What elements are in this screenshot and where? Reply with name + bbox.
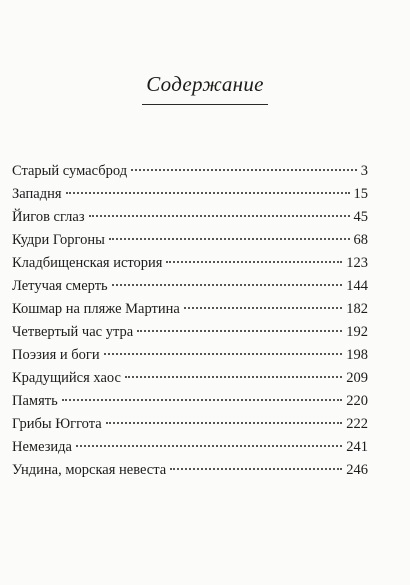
dot-leader <box>106 422 343 424</box>
toc-entry-page: 123 <box>346 255 368 271</box>
toc-entry-page: 68 <box>353 232 368 248</box>
toc-entry <box>12 252 368 275</box>
toc-entry <box>12 160 368 183</box>
toc-entry-page: 45 <box>353 209 368 225</box>
toc-entry-page: 192 <box>346 324 368 340</box>
toc-entry-page: 182 <box>346 301 368 317</box>
toc-entry-page: 241 <box>346 439 368 455</box>
dot-leader <box>125 376 342 378</box>
dot-leader <box>104 353 343 355</box>
toc-entry-page: 144 <box>346 278 368 294</box>
dot-leader <box>131 169 357 171</box>
toc-entry-title: Немезида <box>12 439 72 455</box>
toc-entry <box>12 436 368 459</box>
toc-entry <box>12 344 368 367</box>
toc-entry <box>12 413 368 436</box>
toc-entry <box>12 321 368 344</box>
toc-entry <box>12 298 368 321</box>
dot-leader <box>66 192 350 194</box>
toc-entry <box>12 390 368 413</box>
toc-entry-title: Четвертый час утра <box>12 324 134 340</box>
toc-entry-title: Грибы Юггота <box>12 416 102 432</box>
dot-leader <box>166 261 342 263</box>
dot-leader <box>184 307 342 309</box>
toc-entry-page: 3 <box>360 163 368 179</box>
toc-entry <box>12 275 368 298</box>
toc-entry-title: Ундина, морская невеста <box>12 462 167 478</box>
toc-entry <box>12 183 368 206</box>
table-of-contents <box>12 160 368 482</box>
toc-entry <box>12 367 368 390</box>
toc-entry-page: 222 <box>346 416 368 432</box>
dot-leader <box>109 238 350 240</box>
toc-entry-title: Память <box>12 393 58 409</box>
toc-entry-title: Кладбищенская история <box>12 255 163 271</box>
toc-entry-page: 209 <box>346 370 368 386</box>
contents-heading: Содержание <box>142 72 268 105</box>
toc-entry-title: Западня <box>12 186 62 202</box>
toc-entry-title: Летучая смерть <box>12 278 108 294</box>
heading-container <box>0 72 410 105</box>
toc-entry <box>12 206 368 229</box>
toc-entry <box>12 229 368 252</box>
toc-entry-title: Старый сумасброд <box>12 163 128 179</box>
toc-entry <box>12 459 368 482</box>
toc-entry-page: 220 <box>346 393 368 409</box>
dot-leader <box>112 284 343 286</box>
toc-entry-title: Йигов сглаз <box>12 209 85 225</box>
toc-entry-page: 15 <box>353 186 368 202</box>
dot-leader <box>76 445 342 447</box>
toc-entry-title: Кудри Горгоны <box>12 232 105 248</box>
toc-entry-page: 198 <box>346 347 368 363</box>
dot-leader <box>89 215 350 217</box>
toc-entry-title: Кошмар на пляже Мартина <box>12 301 180 317</box>
dot-leader <box>62 399 343 401</box>
toc-entry-title: Поэзия и боги <box>12 347 100 363</box>
toc-entry-title: Крадущийся хаос <box>12 370 121 386</box>
dot-leader <box>137 330 342 332</box>
dot-leader <box>170 468 342 470</box>
toc-entry-page: 246 <box>346 462 368 478</box>
